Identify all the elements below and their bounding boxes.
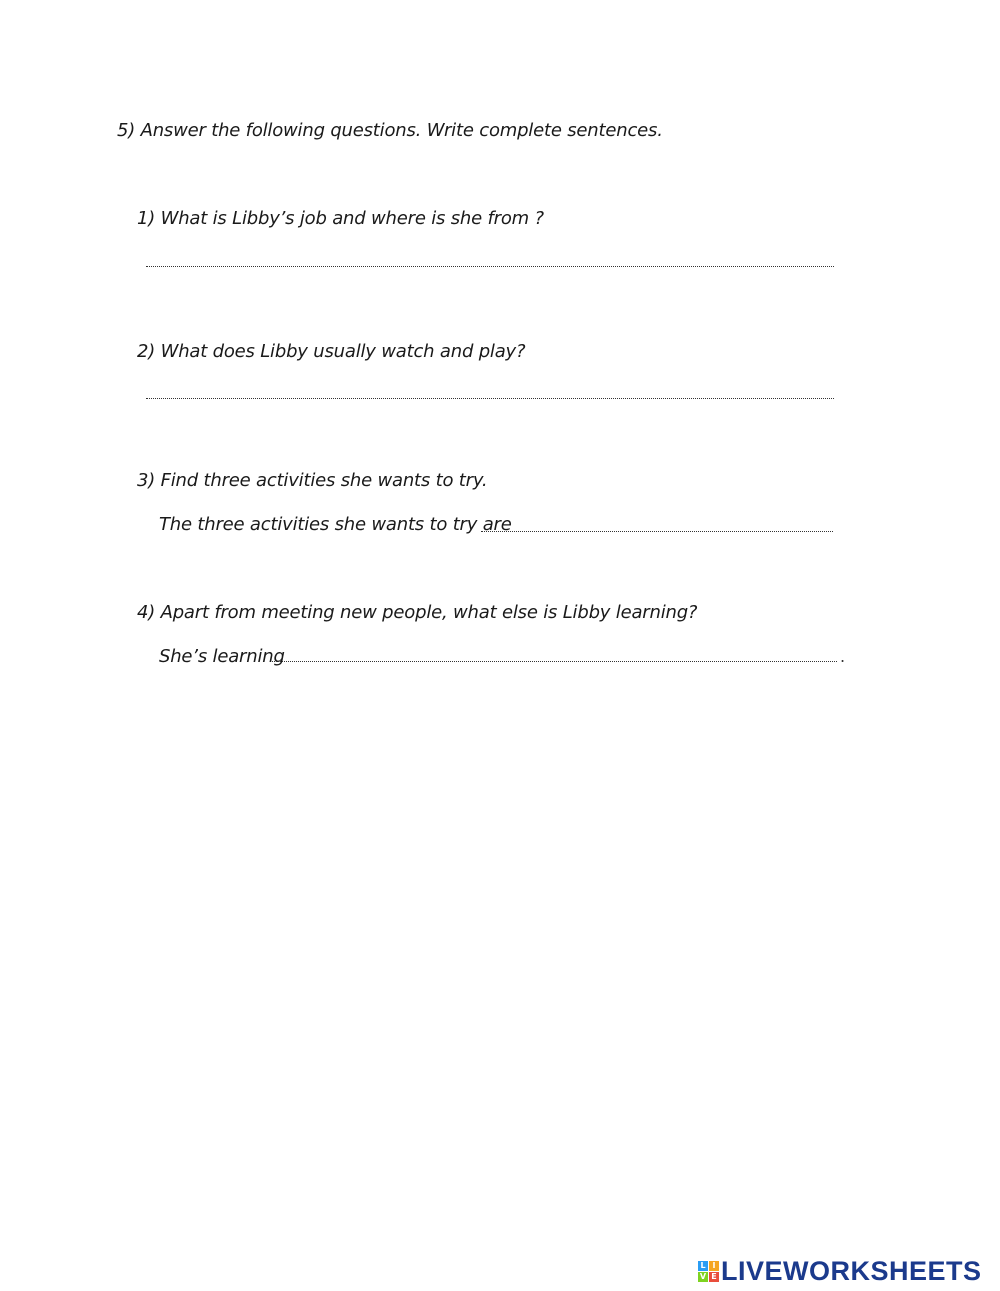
answer-3-input[interactable] bbox=[481, 531, 833, 532]
logo-block-v: V bbox=[699, 1271, 707, 1281]
logo-block-i: I bbox=[709, 1261, 719, 1271]
logo-block-l: L bbox=[698, 1261, 708, 1271]
question-3-prompt: The three activities she wants to try are bbox=[159, 514, 512, 535]
question-4: 4) Apart from meeting new people, what else is Libby learning? bbox=[137, 602, 698, 623]
exercise-instruction: 5) Answer the following questions. Write complete sentences. bbox=[117, 120, 663, 141]
logo-blocks-icon bbox=[698, 1261, 719, 1282]
answer-1-input[interactable] bbox=[146, 266, 834, 267]
answer-4-input[interactable] bbox=[272, 661, 837, 662]
answer-4-end-mark: . bbox=[840, 647, 846, 666]
liveworksheets-logo bbox=[698, 1256, 982, 1286]
question-3: 3) Find three activities she wants to try. bbox=[137, 470, 488, 491]
logo-block-e: E bbox=[709, 1272, 719, 1282]
question-4-prompt: She’s learning bbox=[159, 646, 285, 667]
question-2: 2) What does Libby usually watch and play? bbox=[137, 341, 526, 362]
answer-2-input[interactable] bbox=[146, 398, 834, 399]
question-1: 1) What is Libby’s job and where is she from ? bbox=[137, 208, 544, 229]
logo-text: LIVEWORKSHEETS bbox=[721, 1256, 982, 1286]
